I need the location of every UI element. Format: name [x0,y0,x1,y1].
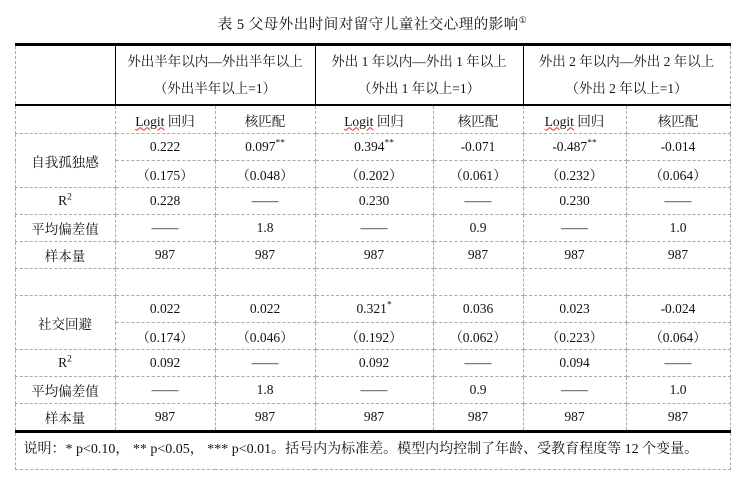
row-label-bias: 平均偏差值 [15,215,115,242]
spacer-row [15,269,730,296]
loneliness-se-row [15,161,730,188]
row-label-bias: 平均偏差值 [15,377,115,404]
row-label-n: 样本量 [15,242,115,269]
cell: 0.022 [215,296,315,323]
empty-cell [523,269,626,296]
cell: 987 [433,404,523,432]
cell: 0.097** [215,134,315,161]
cell: 987 [215,242,315,269]
r2-exponent: 2 [67,192,72,203]
r2-exponent: 2 [67,354,72,365]
cell: 0.023 [523,296,626,323]
cell: —— [215,350,315,377]
kernel-label: 核匹配 [657,113,699,129]
sig-stars: * [386,300,392,311]
cell: 987 [523,404,626,432]
cell: 1.0 [626,377,730,404]
cell: —— [315,377,433,404]
method-header-empty [15,105,115,134]
sig-stars: ** [587,138,597,149]
cell: （0.192） [315,323,433,350]
cell: 987 [315,242,433,269]
cell: （0.232） [523,161,626,188]
group1-line2: （外出半年以上=1） [153,81,277,96]
cell: —— [433,350,523,377]
method-header-kernel-1 [215,105,315,134]
empty-cell [433,269,523,296]
title-footnote-mark: ① [518,15,528,26]
loneliness-coef-row [15,134,730,161]
cell: —— [315,215,433,242]
row-label-r2: $R^2$ [15,350,115,377]
cell: —— [626,350,730,377]
group-header-twoyear [523,45,730,106]
cell: 0.228 [115,188,215,215]
empty-cell [15,269,115,296]
cell: （0.174） [115,323,215,350]
cell: 0.092 [115,350,215,377]
avoidance-n-row [15,404,730,432]
row-label-avoidance: 社交回避 [15,296,115,350]
method-header-row [15,105,730,134]
group-header-oneyear [315,45,523,106]
empty-cell [315,269,433,296]
cell: 1.0 [626,215,730,242]
corner-cell [15,45,115,106]
cell: 0.9 [433,377,523,404]
empty-cell [215,269,315,296]
cell: 0.9 [433,215,523,242]
cell: 987 [626,404,730,432]
kernel-label: 核匹配 [244,113,286,129]
avoidance-r2-row [15,350,730,377]
cell: （0.062） [433,323,523,350]
cell: 0.022 [115,296,215,323]
cell: 987 [626,242,730,269]
group3-line2: （外出 2 年以上=1） [565,81,688,96]
kernel-label: 核匹配 [457,113,499,129]
cell: （0.175） [115,161,215,188]
method-header-kernel-3 [626,105,730,134]
regression-label: 回归 [573,113,605,129]
table-note: 说明：* p<0.10， ** p<0.05， *** p<0.01。括号内为标准差。模型内均控制了年龄、受教育程度等 12 个变量。 [15,432,730,470]
row-label-r2: $R^2$ [15,188,115,215]
cell: -0.014 [626,134,730,161]
cell: —— [626,188,730,215]
avoidance-coef-row [15,296,730,323]
method-header-logit-3 [523,105,626,134]
cell: 0.394** [315,134,433,161]
sig-stars: ** [275,138,285,149]
empty-cell [115,269,215,296]
cell: （0.046） [215,323,315,350]
cell: 0.092 [315,350,433,377]
cell: （0.064） [626,323,730,350]
loneliness-bias-row [15,215,730,242]
cell: 987 [315,404,433,432]
group2-line1: 外出 1 年以内—外出 1 年以上 [331,54,507,69]
cell: —— [523,377,626,404]
loneliness-r2-row [15,188,730,215]
cell: 0.230 [315,188,433,215]
cell: 0.094 [523,350,626,377]
cell: -0.071 [433,134,523,161]
method-header-kernel-2 [433,105,523,134]
logit-label: Logit [135,113,165,129]
cell: 0.321* [315,296,433,323]
cell: 987 [433,242,523,269]
table-title [0,0,745,43]
cell: （0.064） [626,161,730,188]
regression-label: 回归 [373,113,404,129]
cell: 0.036 [433,296,523,323]
cell: -0.024 [626,296,730,323]
sig-stars: ** [384,138,394,149]
group-header-row [15,45,730,106]
cell: —— [115,215,215,242]
cell: （0.061） [433,161,523,188]
cell: 1.8 [215,377,315,404]
empty-cell [626,269,730,296]
row-label-n: 样本量 [15,404,115,432]
table-title-text: 表 5 父母外出时间对留守儿童社交心理的影响 [217,17,519,33]
cell: （0.223） [523,323,626,350]
group1-line1: 外出半年以内—外出半年以上 [127,54,303,69]
regression-label: 回归 [164,113,195,129]
cell: 987 [115,404,215,432]
cell: —— [115,377,215,404]
row-label-loneliness: 自我孤独感 [15,134,115,188]
cell: 0.222 [115,134,215,161]
cell: 987 [115,242,215,269]
cell: —— [523,215,626,242]
group2-line2: （外出 1 年以上=1） [357,81,481,96]
cell: 987 [215,404,315,432]
cell: 1.8 [215,215,315,242]
cell: —— [433,188,523,215]
avoidance-bias-row [15,377,730,404]
cell: 987 [523,242,626,269]
method-header-logit-1 [115,105,215,134]
cell: （0.048） [215,161,315,188]
results-table [15,43,731,470]
loneliness-n-row [15,242,730,269]
avoidance-se-row [15,323,730,350]
cell: （0.202） [315,161,433,188]
method-header-logit-2 [315,105,433,134]
cell: -0.487** [523,134,626,161]
group-header-halfyear [115,45,315,106]
cell: —— [215,188,315,215]
note-row [15,432,730,470]
logit-label: Logit [544,113,574,129]
group3-line1: 外出 2 年以内—外出 2 年以上 [538,54,715,69]
logit-label: Logit [344,113,374,129]
cell: 0.230 [523,188,626,215]
